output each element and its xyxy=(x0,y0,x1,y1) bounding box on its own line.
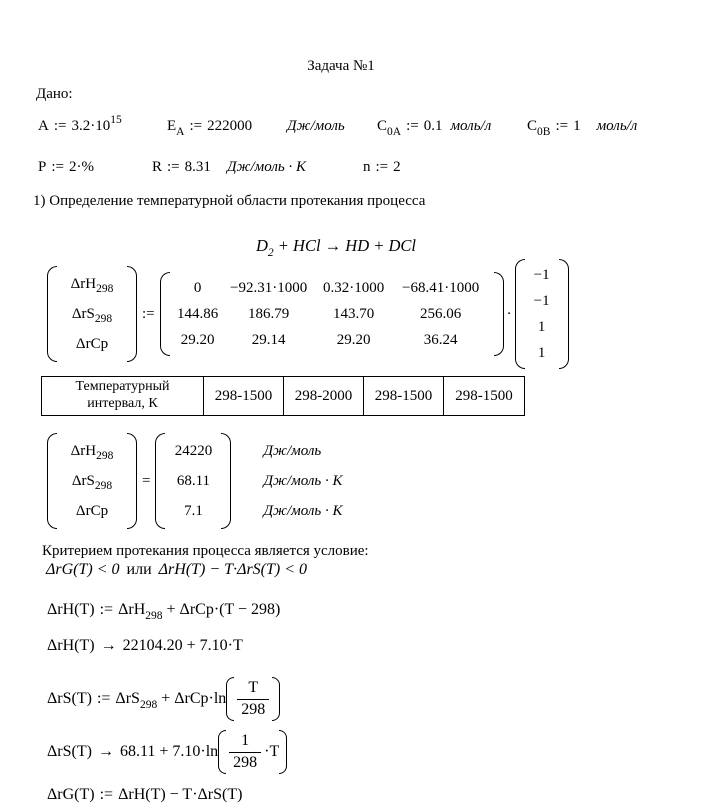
table-cell: 298-1500 xyxy=(363,377,443,415)
arrow-symbol: → xyxy=(97,743,114,760)
reaction-rest: + HCl → HD + DCl xyxy=(273,236,417,255)
definition-a xyxy=(38,114,122,135)
vector-cell: 1 xyxy=(537,344,546,361)
reaction-species-sub: 2 xyxy=(267,247,274,259)
r-value: 8.31 xyxy=(184,159,211,175)
assign-symbol: := xyxy=(189,118,203,134)
criterion-left: ΔrG(T) < 0 xyxy=(46,561,120,578)
vector-cell: 68.11 xyxy=(176,472,211,489)
matrix-cell: 143.70 xyxy=(333,305,375,322)
ea-value: 222000 xyxy=(207,118,253,134)
term-sub: 298 xyxy=(139,699,158,711)
eq-text xyxy=(47,743,218,761)
paren-right xyxy=(279,730,287,774)
eq-h-result xyxy=(47,637,243,655)
reaction-species: D xyxy=(255,236,268,255)
lhs-vector xyxy=(47,433,137,529)
term-base: ΔrS xyxy=(115,690,140,707)
vector-row xyxy=(71,269,114,299)
fraction-denominator: 298 xyxy=(229,752,261,773)
assign-symbol: := xyxy=(142,305,155,322)
eq-lhs: ΔrS(T) xyxy=(47,743,92,760)
assign-symbol: := xyxy=(99,601,114,618)
vector-cell: 7.1 xyxy=(184,502,203,519)
reaction-equation xyxy=(0,236,672,259)
paren-left xyxy=(515,259,525,369)
eq-s-result xyxy=(47,729,287,775)
matrix-cell: 144.86 xyxy=(177,305,219,322)
a-name: A xyxy=(38,118,49,134)
paren-left xyxy=(47,266,57,362)
c0a-units: моль/л xyxy=(450,118,492,134)
c0a-base: C xyxy=(377,118,388,134)
fraction-group xyxy=(218,730,287,774)
matrix-cell: 256.06 xyxy=(420,305,462,322)
unit-label: Дж/моль · К xyxy=(263,502,343,519)
eq-lhs: ΔrS(T) xyxy=(47,690,92,707)
section1-heading: 1) Определение температурной области протекания процесса xyxy=(33,193,426,209)
c0b-base: C xyxy=(527,118,538,134)
lhs-vector xyxy=(47,266,137,362)
assign-symbol: := xyxy=(53,118,67,134)
fraction xyxy=(229,731,261,773)
quantity-label: ΔrH xyxy=(70,275,97,292)
p-value: 2·% xyxy=(68,159,94,175)
quantity-label: ΔrCp xyxy=(75,335,109,352)
matrix-equation xyxy=(47,259,569,369)
r-name: R xyxy=(152,159,163,175)
interval-table xyxy=(41,376,525,416)
fraction-numerator: 1 xyxy=(241,732,250,750)
matrix-cell: 29.20 xyxy=(336,331,371,348)
ea-base: E xyxy=(167,118,177,134)
quantity-sub: 298 xyxy=(96,450,114,462)
matrix-cell: −68.41·1000 xyxy=(402,279,480,296)
vector-row xyxy=(72,466,112,496)
given-label: Дано: xyxy=(36,86,73,102)
definition-p xyxy=(38,159,94,176)
quantity-label: ΔrS xyxy=(71,472,95,489)
term-base: ΔrH xyxy=(118,601,146,618)
paren-right xyxy=(127,266,137,362)
paren-left xyxy=(155,433,165,529)
quantity-sub: 298 xyxy=(94,480,113,492)
assign-symbol: := xyxy=(555,118,569,134)
definition-ea xyxy=(167,118,253,138)
matrix-cell: 186.79 xyxy=(248,305,290,322)
definition-c0a xyxy=(377,118,492,138)
table-cell: 298-2000 xyxy=(283,377,363,415)
criterion-expression xyxy=(46,561,307,579)
eq-lhs: ΔrG(T) xyxy=(47,786,95,803)
ea-units: Дж/моль xyxy=(287,118,345,134)
eq-post: ·T xyxy=(264,743,280,760)
vector-cell: 24220 xyxy=(174,442,213,459)
vector-cell: −1 xyxy=(533,266,550,283)
matrix-cell: −92.31·1000 xyxy=(230,279,308,296)
assign-symbol: := xyxy=(375,159,389,175)
eq-lhs: ΔrH(T) xyxy=(47,601,95,618)
paren-left xyxy=(218,730,226,774)
eq-h-definition xyxy=(47,601,281,622)
paren-right xyxy=(559,259,569,369)
eq-rhs: ΔrH(T) − T·ΔrS(T) xyxy=(118,786,243,803)
matrix-cell: 29.14 xyxy=(251,331,286,348)
vector-row xyxy=(71,436,114,466)
fraction-group xyxy=(226,677,280,721)
table-header-line2: интервал, К xyxy=(87,396,158,411)
eq-pre: 68.11 + 7.10·ln xyxy=(119,743,219,760)
quantity-sub: 298 xyxy=(96,283,114,295)
paren-left xyxy=(226,677,234,721)
definition-c0b xyxy=(527,118,638,138)
matrix-cell: 36.24 xyxy=(423,331,458,348)
table-cell: 298-1500 xyxy=(203,377,283,415)
eq-g-definition xyxy=(47,786,242,804)
vector-cell: −1 xyxy=(533,292,550,309)
c0a-value: 0.1 xyxy=(423,118,443,134)
fraction-numerator: T xyxy=(248,679,259,697)
eq-lhs: ΔrH(T) xyxy=(47,637,95,654)
vector-row xyxy=(72,299,112,329)
c0b-value: 1 xyxy=(573,118,581,134)
table-cell: 298-1500 xyxy=(443,377,524,415)
unit-label: Дж/моль · К xyxy=(263,472,343,489)
result-vector xyxy=(155,433,231,529)
term-sub: 298 xyxy=(145,610,163,622)
n-value: 2 xyxy=(393,159,401,175)
c0b-sub: 0B xyxy=(537,126,551,138)
quantity-label: ΔrS xyxy=(71,305,95,322)
quantity-label: ΔrH xyxy=(70,442,97,459)
r-units: Дж/моль · К xyxy=(227,159,306,175)
page-title: Задача №1 xyxy=(307,58,375,74)
definition-n xyxy=(363,159,401,176)
eq-mid: + ΔrCp·ln xyxy=(157,690,227,707)
paren-right xyxy=(221,433,231,529)
assign-symbol: := xyxy=(167,159,180,175)
quantity-sub: 298 xyxy=(94,313,113,325)
matrix-cell: 0 xyxy=(193,279,202,296)
assign-symbol: := xyxy=(99,786,114,803)
paren-left xyxy=(160,272,170,356)
eq-rhs: 22104.20 + 7.10·T xyxy=(122,637,243,654)
criterion-right: ΔrH(T) − T·ΔrS(T) < 0 xyxy=(158,561,308,578)
table-header-cell xyxy=(42,377,203,415)
a-exponent: 15 xyxy=(110,114,122,126)
ea-sub: A xyxy=(176,126,185,138)
arrow-symbol: → xyxy=(100,637,117,654)
vector-cell: 1 xyxy=(537,318,546,335)
data-matrix xyxy=(160,272,504,356)
fraction xyxy=(237,678,269,720)
assign-symbol: := xyxy=(406,118,419,134)
assign-symbol: := xyxy=(96,690,111,707)
or-word: или xyxy=(126,561,152,578)
n-name: n xyxy=(363,159,371,175)
paren-right xyxy=(272,677,280,721)
a-mantissa: 3.2·10 xyxy=(71,118,111,134)
eq-s-definition xyxy=(47,676,280,722)
paren-left xyxy=(47,433,57,529)
eq-tail: + ΔrCp·(T − 298) xyxy=(162,601,281,618)
multiply-dot: · xyxy=(506,305,512,322)
paren-right xyxy=(494,272,504,356)
result-units xyxy=(263,433,342,529)
quantity-label: ΔrCp xyxy=(75,502,109,519)
fraction-denominator: 298 xyxy=(237,699,269,720)
vector-row xyxy=(76,329,108,359)
matrix-cell: 0.32·1000 xyxy=(323,279,385,296)
vector-row xyxy=(76,496,108,526)
eq-text xyxy=(47,690,227,711)
result-equation xyxy=(47,433,342,529)
criterion-intro: Критерием протекания процесса является условие: xyxy=(42,543,369,559)
c0b-units: моль/л xyxy=(596,118,638,134)
assign-symbol: := xyxy=(51,159,64,175)
coefficient-vector xyxy=(515,259,569,369)
equals-symbol: = xyxy=(142,472,151,489)
unit-label: Дж/моль xyxy=(263,442,322,459)
definition-r xyxy=(152,159,211,176)
paren-right xyxy=(127,433,137,529)
c0a-sub: 0A xyxy=(387,126,402,138)
table-header-line1: Температурный xyxy=(75,379,170,395)
matrix-cell: 29.20 xyxy=(180,331,215,348)
p-name: P xyxy=(38,159,47,175)
